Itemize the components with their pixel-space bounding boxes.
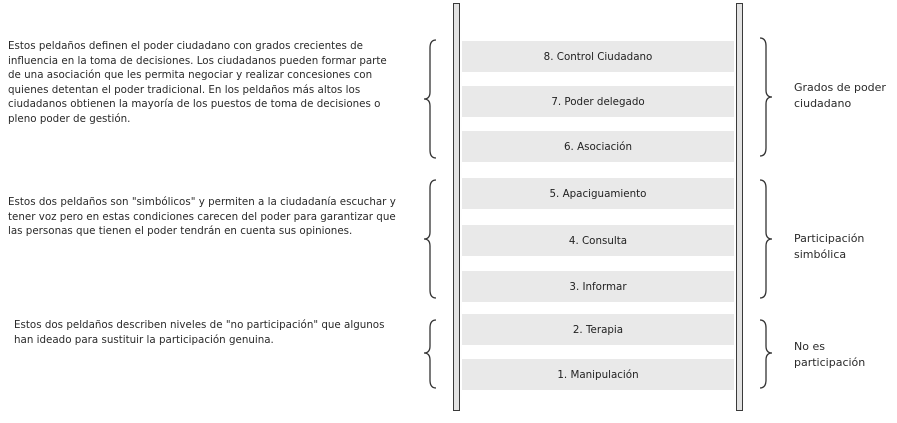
group-label-citizen-power: Grados de poder ciudadano [794,81,886,110]
group-description-nonparticipation: Estos dos peldaños describen niveles de "no participación" que algunos han ideado para sustituir la participación genuina. [14,319,385,346]
rung-7: 7. Poder delegado [462,86,734,117]
right-brace-citizen-power [760,38,772,156]
rung-5: 5. Apaciguamiento [462,178,734,209]
rung-2: 2. Terapia [462,314,734,345]
right-brace-nonparticipation [760,320,772,388]
left-brace-tokenism [424,180,436,298]
left-brace-citizen-power [424,40,436,158]
group-description-tokenism: Estos dos peldaños son "simbólicos" y permiten a la ciudadanía escuchar y tener voz pero en estas condiciones carecen del poder para garantizar que las personas que tienen el poder tendrán en cuenta sus opiniones. [8,196,396,238]
rung-3: 3. Informar [462,271,734,302]
ladder-left-rail [453,3,460,411]
rung-4: 4. Consulta [462,225,734,256]
rung-6: 6. Asociación [462,131,734,162]
group-description-citizen-power: Estos peldaños definen el poder ciudadano con grados crecientes de influencia en la toma de decisiones. Los ciudadanos pueden formar parte de una asociación que les permita negociar y realizar concesiones con quienes detentan el poder tradicional. En los peldaños más altos los ciudadanos obtienen la mayoría de los puestos de toma de decisiones o pleno poder de gestión. [8,40,387,125]
rung-1: 1. Manipulación [462,359,734,390]
ladder-right-rail [736,3,743,411]
group-label-tokenism: Participación simbólica [794,232,865,261]
left-brace-nonparticipation [424,320,436,388]
group-label-nonparticipation: No es participación [794,340,866,369]
rung-8: 8. Control Ciudadano [462,41,734,72]
right-brace-tokenism [760,180,772,298]
